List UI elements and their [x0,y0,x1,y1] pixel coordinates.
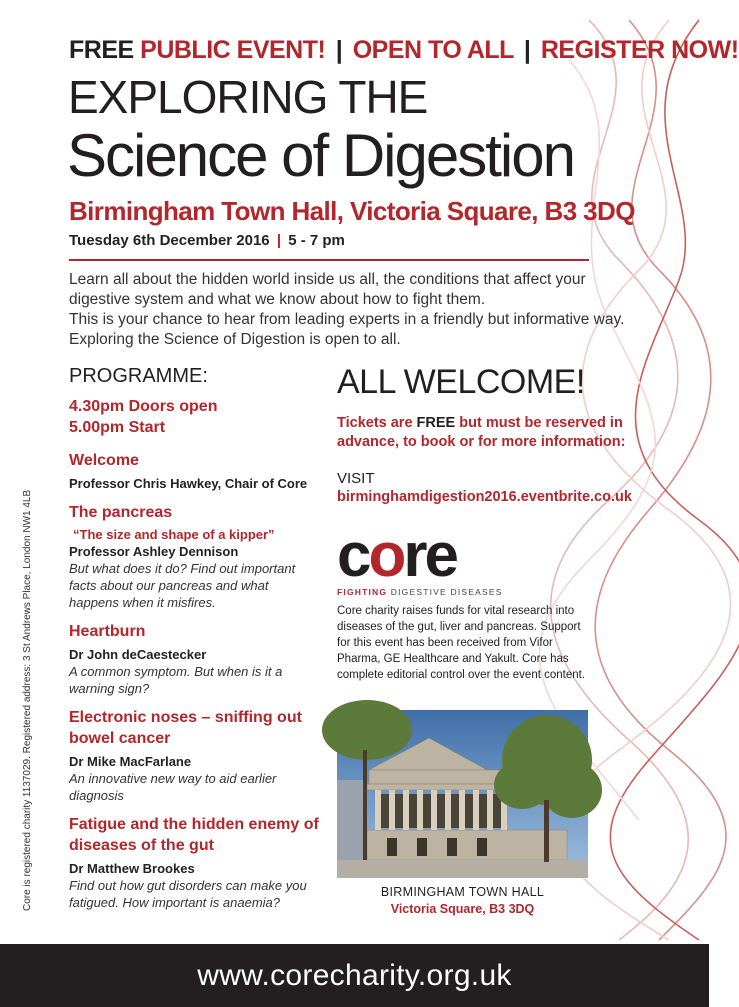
town-hall-photo [337,710,588,878]
photo-caption [337,884,588,918]
programme-item [69,502,319,611]
programme-item [69,450,319,492]
item-title: Heartburn [69,623,146,640]
item-speaker: Dr Matthew Brookes [69,861,195,876]
date-line [69,232,345,249]
title-line-2: Science of Digestion [67,122,574,189]
programme-item [69,814,319,911]
item-description: A common symptom. But when is it a warning sign? [69,664,283,696]
tagline-rest: DIGESTIVE DISEASES [390,587,503,597]
tagline-fighting: FIGHTING [337,587,388,597]
item-speaker: Dr Mike MacFarlane [69,754,192,769]
item-speaker: Professor Ashley Dennison [69,544,239,559]
website-link[interactable]: www.corecharity.org.uk [197,958,512,992]
free-label: FREE [69,36,134,64]
visit-label: VISIT [337,470,375,487]
public-event-label: PUBLIC EVENT! [140,36,326,64]
item-title: Electronic noses – sniffing out bowel cancer [69,709,302,747]
separator: | [335,36,343,64]
all-welcome-heading: ALL WELCOME! [337,363,585,401]
intro-line: Exploring the Science of Digestion is open to all. [69,331,401,348]
charity-registration-text: Core is registered charity 1137029. Registered address: 3 St Andrews Place, London NW1 4LB [22,489,33,911]
tickets-text: Tickets are [337,415,413,431]
core-wordmark [337,521,517,590]
eventbrite-link[interactable]: birminghamdigestion2016.eventbrite.co.uk [337,489,632,505]
caption-title: BIRMINGHAM TOWN HALL [380,885,545,899]
intro-line: Learn all about the hidden world inside us all, the conditions that affect your [69,271,586,288]
programme-item [69,621,319,697]
tickets-info [337,414,637,452]
doors-open-time: 4.30pm Doors open [69,398,218,415]
intro-text [69,270,629,350]
item-title: The pancreas [69,504,173,521]
item-description: But what does it do? Find out important facts about our pancreas and what happens when it misfires. [69,561,296,610]
event-date: Tuesday 6th December 2016 [69,232,270,249]
intro-line: This is your chance to hear from leading experts in a friendly but informative way. [69,311,625,328]
register-now-label: REGISTER NOW! [540,36,739,64]
separator: | [276,232,282,249]
item-description: An innovative new way to aid earlier diagnosis [69,771,277,803]
item-title: Fatigue and the hidden enemy of diseases of the gut [69,816,319,854]
event-time: 5 - 7 pm [288,232,345,249]
tickets-free: FREE [416,415,456,431]
tickets-text: but must be reserved in advance, to book or for more information: [337,415,626,450]
start-time: 5.00pm Start [69,419,166,436]
title-line-1: EXPLORING THE [68,71,428,123]
venue: Birmingham Town Hall, Victoria Square, B3 3DQ [69,196,635,226]
footer-bar [0,944,709,1007]
welcome-section [337,363,637,505]
item-quote: “The size and shape of a kipper” [73,527,275,542]
logo-letter-o: o [368,521,404,590]
logo-letters: re [403,521,456,590]
event-headline [69,36,739,65]
caption-address: Victoria Square, B3 3DQ [390,902,535,916]
programme-heading: PROGRAMME: [69,365,208,387]
item-speaker: Dr John deCaestecker [69,647,207,662]
separator: | [523,36,531,64]
logo-letter: c [337,521,369,590]
item-description: Find out how gut disorders can make you fatigued. How important is anaemia? [69,878,307,910]
core-description: Core charity raises funds for vital research into diseases of the gut, liver and pancreas. Support for this event has been received from Vifor Pharma, GE Healthcare and Yakult. Core has complete editorial control over the event content. [337,605,586,681]
core-logo [337,521,517,597]
item-title: Welcome [69,452,139,469]
divider [69,259,589,261]
programme [69,365,319,911]
programme-item [69,707,319,804]
intro-line: digestive system and what we know about how to fight them. [69,291,486,308]
open-to-all-label: OPEN TO ALL [352,36,514,64]
core-tagline [337,587,517,597]
item-speaker: Professor Chris Hawkey, Chair of Core [69,476,308,491]
